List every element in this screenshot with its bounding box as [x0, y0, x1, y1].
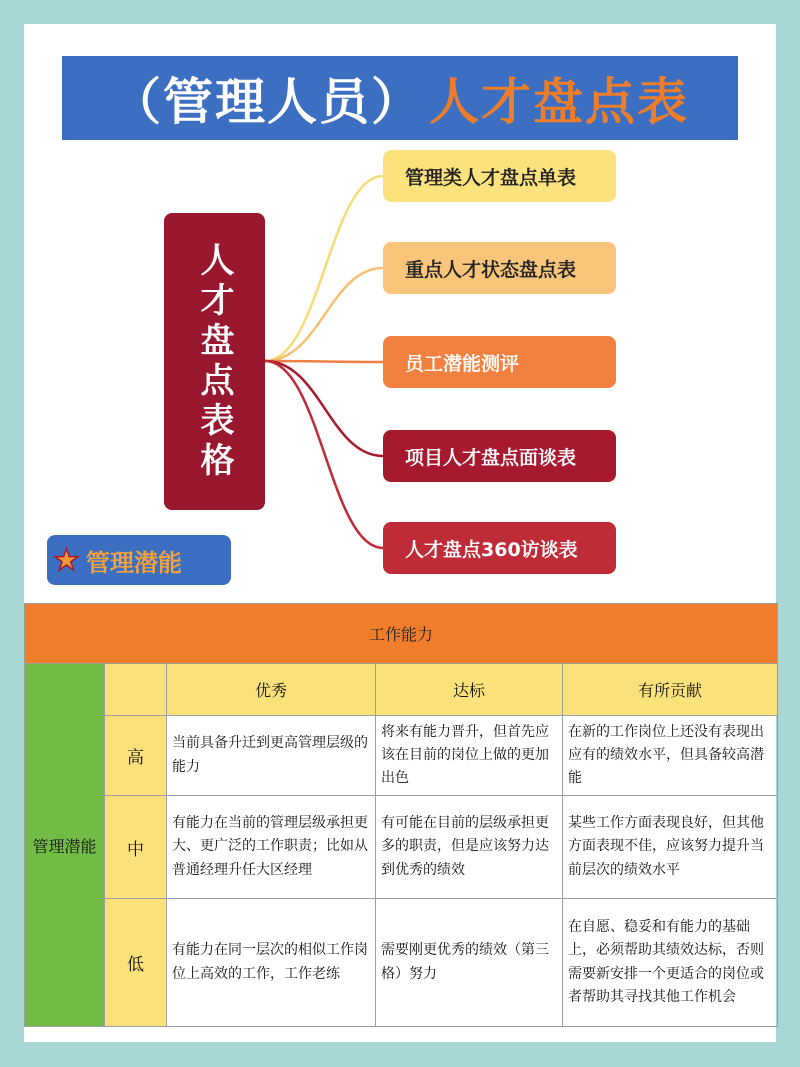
table-cell: 需要刚更优秀的绩效（第三格）努力	[376, 899, 563, 1027]
badge-label: 管理潜能	[85, 548, 182, 577]
table-cell: 将来有能力晋升，但首先应该在目前的岗位上做的更加出色	[376, 716, 563, 796]
side-label-potential: 管理潜能	[25, 664, 105, 1027]
row-level-low: 低	[105, 899, 167, 1027]
row-level-mid: 中	[105, 796, 167, 899]
section-badge	[47, 535, 231, 585]
star-icon: ★	[53, 542, 80, 578]
table-cell: 有可能在目前的层级承担更多的职责，但是应该努力达到优秀的绩效	[376, 796, 563, 899]
header-corner	[105, 664, 167, 716]
table-cell: 当前具备升迁到更高管理层级的能力	[167, 716, 376, 796]
root-node: 人才盘点表格	[164, 213, 265, 510]
title-part2: 人才盘点表	[429, 73, 689, 131]
table-cell: 某些工作方面表现良好，但其他方面表现不佳，应该努力提升当前层次的绩效水平	[563, 796, 778, 899]
table-header-ability: 工作能力	[25, 604, 778, 664]
table-cell: 在自愿、稳妥和有能力的基础上，必须帮助其绩效达标，否则需要新安排一个更适合的岗位或者帮助其寻找其他工作机会	[563, 899, 778, 1027]
table-cell: 有能力在当前的管理层级承担更大、更广泛的工作职责；比如从普通经理升任大区经理	[167, 796, 376, 899]
table-cell: 有能力在同一层次的相似工作岗位上高效的工作，工作老练	[167, 899, 376, 1027]
branch-node-2: 重点人才状态盘点表	[383, 242, 616, 294]
page-title	[62, 56, 738, 140]
nine-box-table	[24, 603, 778, 1027]
column-header-excellent: 优秀	[167, 664, 376, 716]
row-level-high: 高	[105, 716, 167, 796]
column-header-standard: 达标	[376, 664, 563, 716]
table-cell: 在新的工作岗位上还没有表现出应有的绩效水平，但具备较高潜能	[563, 716, 778, 796]
title-part1: （管理人员）	[111, 73, 423, 131]
branch-node-5: 人才盘点360访谈表	[383, 522, 616, 574]
branch-node-1: 管理类人才盘点单表	[383, 150, 616, 202]
branch-node-4: 项目人才盘点面谈表	[383, 430, 616, 482]
column-header-contribution: 有所贡献	[563, 664, 778, 716]
branch-node-3: 员工潜能测评	[383, 336, 616, 388]
